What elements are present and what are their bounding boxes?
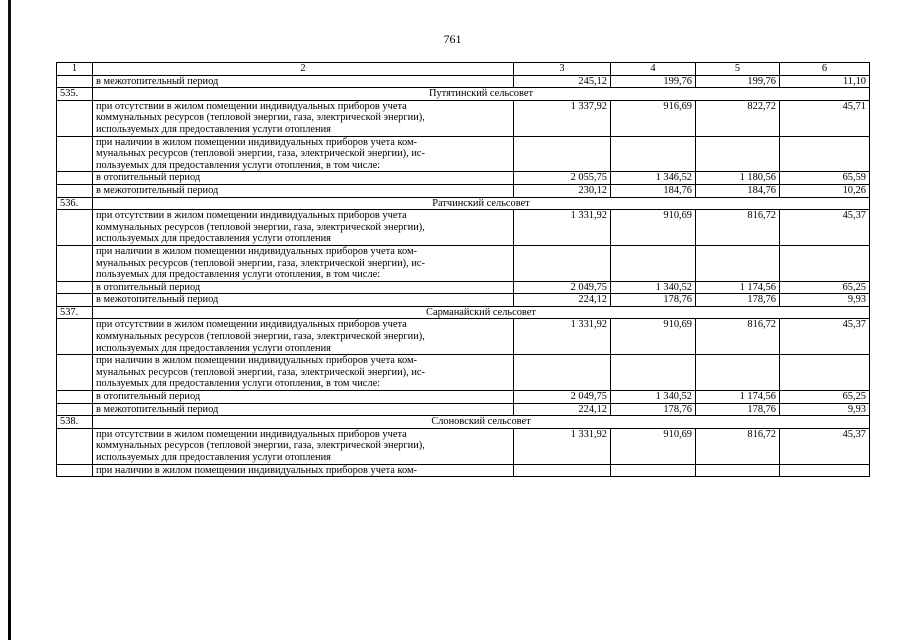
table-row: [57, 136, 870, 172]
table-row: [57, 172, 870, 185]
table-row: [57, 245, 870, 281]
value-cell-col5: 1 180,56: [696, 172, 780, 185]
header-cell: 1: [57, 63, 93, 76]
value-cell-col5: 816,72: [696, 319, 780, 355]
table-row: [57, 355, 870, 391]
description-line: мунальных ресурсов (тепловой энергии, газа, электрической энергии), ис-: [96, 148, 425, 160]
description-line: коммунальных ресурсов (тепловой энергии, газа, электрической энергии),: [96, 440, 425, 452]
description-line: при отсутствии в жилом помещении индивидуальных приборов учета: [96, 210, 407, 222]
description-line: при наличии в жилом помещении индивидуальных приборов учета ком-: [96, 355, 418, 367]
description-cell: в отопительный период: [93, 391, 514, 404]
value-cell-col4: 178,76: [611, 294, 696, 307]
value-cell-col4: 916,69: [611, 100, 696, 136]
description-line: коммунальных ресурсов (тепловой энергии, газа, электрической энергии),: [96, 331, 425, 343]
description-line: используемых для предоставления услуги отопления: [96, 123, 331, 135]
value-cell-col6: [780, 136, 870, 172]
value-cell-col3: 2 049,75: [514, 281, 611, 294]
number-cell: [57, 281, 93, 294]
value-cell-col5: 822,72: [696, 100, 780, 136]
value-cell-col3: 1 337,92: [514, 100, 611, 136]
value-cell-col4: 1 340,52: [611, 391, 696, 404]
value-cell-col3: [514, 464, 611, 477]
description-cell: [93, 428, 514, 464]
value-cell-col5: 178,76: [696, 403, 780, 416]
table-row: [57, 319, 870, 355]
value-cell-col4: 1 346,52: [611, 172, 696, 185]
description-cell: [93, 355, 514, 391]
description-cell: в отопительный период: [93, 281, 514, 294]
description-cell: [93, 245, 514, 281]
number-cell: [57, 428, 93, 464]
section-title: Сарманайский сельсовет: [93, 306, 870, 319]
section-title: Слоновский сельсовет: [93, 416, 870, 429]
description-line: коммунальных ресурсов (тепловой энергии, газа, электрической энергии),: [96, 112, 425, 124]
table-row: [57, 184, 870, 197]
description-line: используемых для предоставления услуги отопления: [96, 342, 331, 354]
value-cell-col4: 910,69: [611, 428, 696, 464]
value-cell-col6: 9,93: [780, 294, 870, 307]
number-cell: [57, 172, 93, 185]
table-header-row: [57, 63, 870, 76]
table-row: [57, 464, 870, 477]
value-cell-col6: [780, 355, 870, 391]
section-number: 536.: [57, 197, 93, 210]
value-cell-col3: 224,12: [514, 294, 611, 307]
value-cell-col6: 11,10: [780, 75, 870, 88]
value-cell-col5: [696, 355, 780, 391]
value-cell-col6: 65,25: [780, 391, 870, 404]
description-cell: [93, 464, 514, 477]
number-cell: [57, 294, 93, 307]
value-cell-col6: 65,25: [780, 281, 870, 294]
section-number: 537.: [57, 306, 93, 319]
value-cell-col6: 45,71: [780, 100, 870, 136]
value-cell-col4: 910,69: [611, 210, 696, 246]
section-title: Ратчинский сельсовет: [93, 197, 870, 210]
description-cell: в межотопительный период: [93, 403, 514, 416]
value-cell-col4: [611, 245, 696, 281]
table-row: [57, 403, 870, 416]
section-number: 538.: [57, 416, 93, 429]
value-cell-col3: 230,12: [514, 184, 611, 197]
value-cell-col6: 45,37: [780, 428, 870, 464]
tariff-table: [56, 62, 870, 477]
description-line: коммунальных ресурсов (тепловой энергии, газа, электрической энергии),: [96, 221, 425, 233]
table-row: [57, 210, 870, 246]
value-cell-col4: [611, 355, 696, 391]
value-cell-col5: 199,76: [696, 75, 780, 88]
value-cell-col4: 1 340,52: [611, 281, 696, 294]
section-row: [57, 197, 870, 210]
scan-edge-left-bottom: [8, 600, 11, 640]
value-cell-col6: [780, 245, 870, 281]
value-cell-col6: [780, 464, 870, 477]
number-cell: [57, 319, 93, 355]
description-line: пользуемых для предоставления услуги отопления, в том числе:: [96, 269, 381, 281]
description-line: используемых для предоставления услуги отопления: [96, 233, 331, 245]
table-row: [57, 75, 870, 88]
number-cell: [57, 75, 93, 88]
description-line: при наличии в жилом помещении индивидуальных приборов учета ком-: [96, 245, 418, 257]
value-cell-col3: 1 331,92: [514, 210, 611, 246]
header-cell: 2: [93, 63, 514, 76]
description-line: при отсутствии в жилом помещении индивидуальных приборов учета: [96, 428, 407, 440]
number-cell: [57, 403, 93, 416]
value-cell-col5: 184,76: [696, 184, 780, 197]
value-cell-col4: 178,76: [611, 403, 696, 416]
page-number: 761: [443, 32, 462, 46]
value-cell-col6: 65,59: [780, 172, 870, 185]
section-row: [57, 416, 870, 429]
value-cell-col3: [514, 355, 611, 391]
value-cell-col6: 9,93: [780, 403, 870, 416]
value-cell-col3: 2 049,75: [514, 391, 611, 404]
value-cell-col5: [696, 464, 780, 477]
description-cell: в межотопительный период: [93, 184, 514, 197]
description-cell: в межотопительный период: [93, 294, 514, 307]
table-row: [57, 391, 870, 404]
value-cell-col6: 10,26: [780, 184, 870, 197]
description-line: при отсутствии в жилом помещении индивидуальных приборов учета: [96, 100, 407, 112]
description-line: мунальных ресурсов (тепловой энергии, газа, электрической энергии), ис-: [96, 257, 425, 269]
number-cell: [57, 136, 93, 172]
section-title: Путятинский сельсовет: [93, 88, 870, 101]
number-cell: [57, 100, 93, 136]
value-cell-col3: 1 331,92: [514, 319, 611, 355]
section-row: [57, 306, 870, 319]
table-row: [57, 100, 870, 136]
value-cell-col6: 45,37: [780, 319, 870, 355]
description-line: при наличии в жилом помещении индивидуальных приборов учета ком-: [96, 136, 418, 148]
value-cell-col6: 45,37: [780, 210, 870, 246]
header-cell: 3: [514, 63, 611, 76]
number-cell: [57, 355, 93, 391]
description-line: пользуемых для предоставления услуги отопления, в том числе:: [96, 159, 381, 171]
description-cell: в межотопительный период: [93, 75, 514, 88]
header-cell: 4: [611, 63, 696, 76]
description-cell: [93, 100, 514, 136]
value-cell-col3: [514, 245, 611, 281]
value-cell-col3: 245,12: [514, 75, 611, 88]
table-row: [57, 281, 870, 294]
value-cell-col4: 184,76: [611, 184, 696, 197]
description-line: при наличии в жилом помещении индивидуальных приборов учета ком-: [96, 464, 418, 476]
header-cell: 6: [780, 63, 870, 76]
value-cell-col4: 199,76: [611, 75, 696, 88]
value-cell-col4: [611, 136, 696, 172]
value-cell-col5: 816,72: [696, 210, 780, 246]
value-cell-col3: 224,12: [514, 403, 611, 416]
value-cell-col5: [696, 245, 780, 281]
value-cell-col3: 2 055,75: [514, 172, 611, 185]
value-cell-col5: 1 174,56: [696, 391, 780, 404]
table-row: [57, 428, 870, 464]
value-cell-col4: [611, 464, 696, 477]
description-line: при отсутствии в жилом помещении индивидуальных приборов учета: [96, 319, 407, 331]
number-cell: [57, 245, 93, 281]
table-row: [57, 294, 870, 307]
description-line: используемых для предоставления услуги отопления: [96, 452, 331, 463]
value-cell-col4: 910,69: [611, 319, 696, 355]
description-cell: [93, 319, 514, 355]
value-cell-col5: [696, 136, 780, 172]
number-cell: [57, 391, 93, 404]
section-number: 535.: [57, 88, 93, 101]
number-cell: [57, 464, 93, 477]
description-cell: [93, 210, 514, 246]
description-cell: [93, 136, 514, 172]
value-cell-col3: 1 331,92: [514, 428, 611, 464]
description-line: пользуемых для предоставления услуги отопления, в том числе:: [96, 378, 381, 390]
section-row: [57, 88, 870, 101]
value-cell-col5: 816,72: [696, 428, 780, 464]
value-cell-col5: 1 174,56: [696, 281, 780, 294]
value-cell-col5: 178,76: [696, 294, 780, 307]
header-cell: 5: [696, 63, 780, 76]
table-body: [57, 63, 870, 477]
scan-edge-left: [8, 0, 11, 640]
number-cell: [57, 184, 93, 197]
description-cell: в отопительный период: [93, 172, 514, 185]
description-line: мунальных ресурсов (тепловой энергии, газа, электрической энергии), ис-: [96, 366, 425, 378]
number-cell: [57, 210, 93, 246]
value-cell-col3: [514, 136, 611, 172]
